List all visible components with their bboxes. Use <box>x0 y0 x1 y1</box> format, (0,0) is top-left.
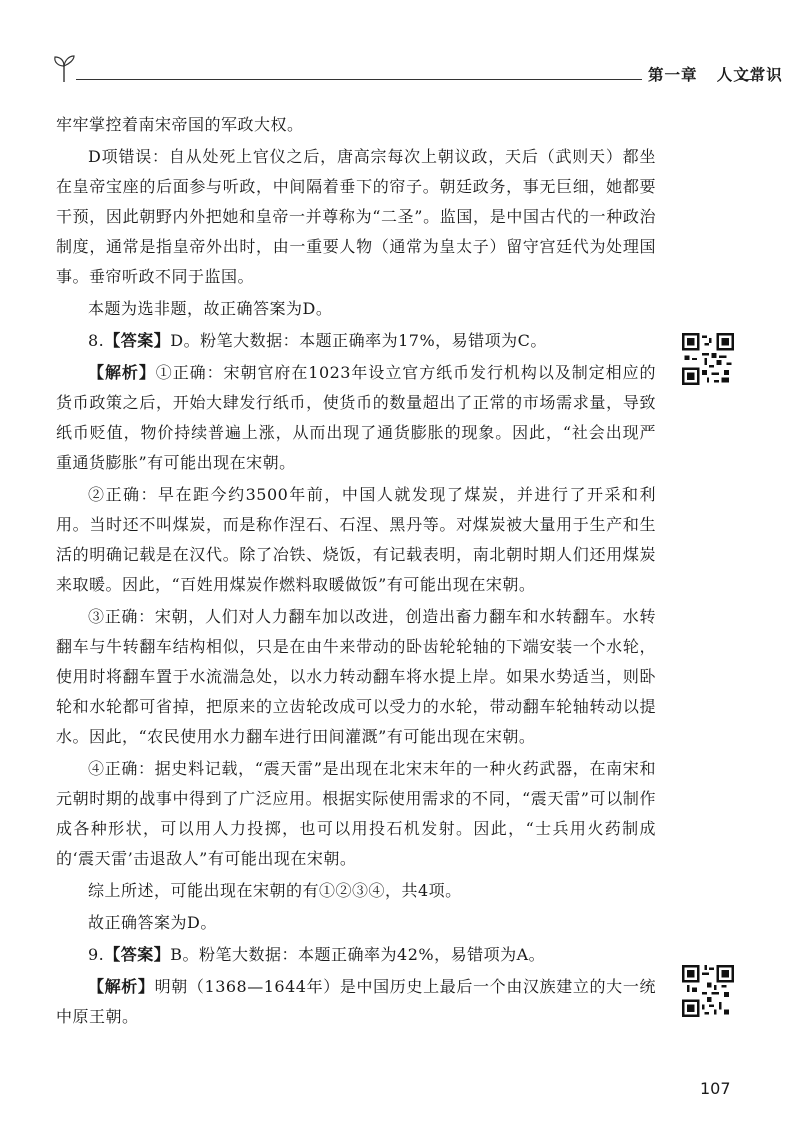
chapter-title <box>648 63 783 85</box>
answer-line-9: 9.【答案】B。粉笔大数据：本题正确率为42%，易错项为A。 <box>88 945 546 964</box>
paragraph: ②正确：早在距今约3500年前，中国人就发现了煤炭，并进行了开采和利用。当时还不叫煤炭，而是称作涅石、石涅、黑丹等。对煤炭被大量用于生产和生活的明确记载是在汉代。除了冶铁、烧饭，有记载表明，南北朝时期人们还用煤炭来取暖。因此，“百姓用煤炭作燃料取暖做饭”有可能出现在宋朝。 <box>56 485 656 594</box>
paragraph: 牢牢掌控着南宋帝国的军政大权。 <box>56 115 304 134</box>
analysis-tag: 【解析】 <box>88 363 156 382</box>
qr-code-icon[interactable] <box>682 333 734 385</box>
answer-tag: 【答案】 <box>104 331 171 350</box>
paragraph: 综上所述，可能出现在宋朝的有①②③④，共4项。 <box>88 881 462 900</box>
header-rule-end <box>738 79 758 80</box>
running-header <box>52 54 783 86</box>
header-rule <box>76 79 642 80</box>
paragraph: ③正确：宋朝，人们对人力翻车加以改进，创造出畜力翻车和水转翻车。水转翻车与牛转翻车结构相似，只是在由牛来带动的卧齿轮轮轴的下端安装一个水轮，使用时将翻车置于水流湍急处，以水力转动翻车将水提上岸。如果水势适当，则卧轮和水轮都可省掉，把原来的立齿轮改成可以受力的水轮，带动翻车轮轴转动以提水。因此，“农民使用水力翻车进行田间灌溉”有可能出现在宋朝。 <box>56 607 656 746</box>
qr-code-icon[interactable] <box>682 965 734 1017</box>
analysis-paragraph: 【解析】①正确：宋朝官府在1023年设立官方纸币发行机构以及制定相应的货币政策之后，开始大肆发行纸币，使货币的数量超出了正常的市场需求量，导致纸币贬值，物价持续普遍上涨，从而出现了通货膨胀的现象。因此，“社会出现严重通货膨胀”有可能出现在宋朝。 <box>56 363 656 472</box>
paragraph: 故正确答案为D。 <box>88 913 217 932</box>
paragraph: D项错误：自从处死上官仪之后，唐高宗每次上朝议政，天后（武则天）都坐在皇帝宝座的后面参与听政，中间隔着垂下的帘子。朝廷政务，事无巨细，她都要干预，因此朝野内外把她和皇帝一并尊称为“二圣”。监国，是中国古代的一种政治制度，通常是指皇帝外出时，由一重要人物（通常为皇太子）留守宫廷代为处理国事。垂帘听政不同于监国。 <box>56 147 656 286</box>
sprout-icon <box>52 54 78 84</box>
section-label: 人文常识 <box>716 66 783 84</box>
page-number: 107 <box>700 1079 731 1098</box>
analysis-tag: 【解析】 <box>88 977 155 996</box>
page-body <box>56 110 656 1034</box>
answer-line-8: 8.【答案】D。粉笔大数据：本题正确率为17%，易错项为C。 <box>88 331 547 350</box>
chapter-label: 第一章 <box>648 66 698 84</box>
analysis-paragraph: 【解析】明朝（1368—1644年）是中国历史上最后一个由汉族建立的大一统中原王朝。 <box>56 977 656 1026</box>
paragraph: ④正确：据史料记载，“震天雷”是出现在北宋末年的一种火药武器，在南宋和元朝时期的战事中得到了广泛应用。根据实际使用需求的不同，“震天雷”可以制作成各种形状，可以用人力投掷，也可以用投石机发射。因此，“士兵用火药制成的‘震天雷’击退敌人”有可能出现在宋朝。 <box>56 759 656 868</box>
answer-tag: 【答案】 <box>104 945 171 964</box>
paragraph: 本题为选非题，故正确答案为D。 <box>88 299 333 318</box>
